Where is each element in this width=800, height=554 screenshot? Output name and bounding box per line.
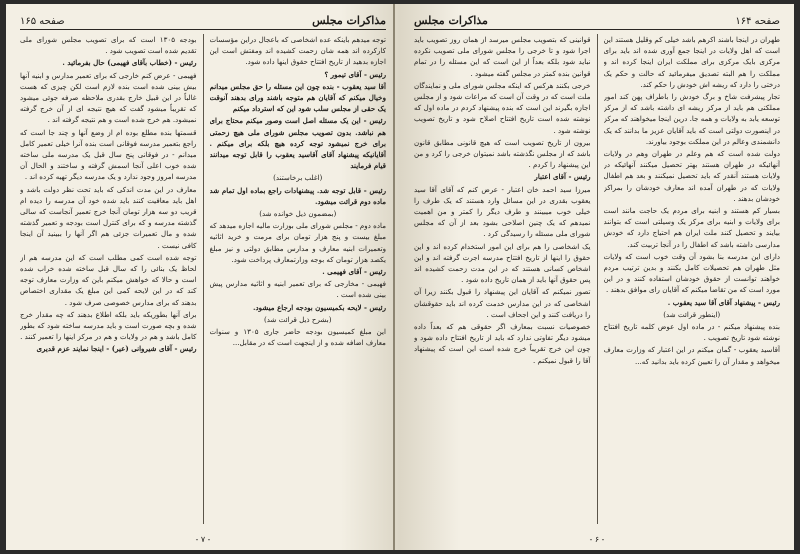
speaker-paragraph: آقا سید یعقوب - بنده چون این مسئله را حق مجلس میدانم وخیال میکنم که آقایان هم متوجه باشند ورای بدهند آنوقت یک حقی از مجلس سلب شود این که استرداد میکنم (209, 81, 386, 114)
speaker-paragraph: رئیس - لایحه بکمیسیون بودجه ارجاع میشود. (253, 302, 386, 312)
book-spread (6, 4, 794, 550)
paragraph: برای آنها بطوریکه باید بلکه اطلاع بدهند که چه مقدار خرج شده و بچه صورت است و باید مدرسه ساخته شود که بطور کامل باشد و هم در ولایات و هم در مرکز اینها را تعمیر کنند . (20, 309, 197, 342)
text-columns (20, 34, 386, 524)
paragraph: تجار پیشرفت شاخ و برگ خودش را باطراف پهن کند امور مملکتی هم باید از مرکز ریشه ای داشته باشد که از مرکز توسعه یابد به ولایات و همه جا. درین اینجا میخواهند که مرکز در اینصورت دولتی است که باید آقایان عزیز ما بدانند که یک دانشمندی وعالم در این مملکت بوجود بیاورند. (603, 92, 780, 146)
paragraph: بودجه ۱۳۰۵ است که برای تصویب مجلس شورای ملی تقدیم شده است تصویب شود . (20, 35, 197, 56)
page-number-label: صفحه ۱۶۴ (735, 16, 780, 27)
speaker-paragraph: رئیس - آقای تیمور ؟ (324, 69, 386, 79)
text-column-right (604, 34, 781, 524)
speaker-paragraph: رئیس - این یک مسئله اصل است وصور میکنم محتاج برای هم نباشد. بدون تصویب مجلس شورای ملی هیچ زحمتی برای خرج نمیشود توجه کرده هیچ بلکه برای میکنم . آقایانیکه پیشنهاد آقای آقاسید یعقوب را قابل توجه میدانند قیام فرمایند (209, 116, 386, 171)
page-footer-number: - ۶ - (589, 535, 605, 544)
paragraph: آقاسید یعقوب - گمان میکنم در این اعتبار که وزارت معارف میخواهد و مقدار آن را تعیین کرده باید بدانید که... (603, 345, 780, 366)
paragraph: بسیار کم هستند و ابنیه برای مردم یک حاجت مانند است برای ولایات و ابنیه برای مرکز یک وسیلتی است که بتوانند بیایند و تحصیل کنند ملت ایران هم احتیاج دارد که خودش مدارسی داشته باشد که اطفال را در آنجا تربیت کند. (603, 206, 780, 249)
speaker-paragraph: رئیس - (خطاب بآقای فهیمی) حال بفرمائید . (62, 58, 197, 68)
page-header (20, 14, 386, 30)
text-column-left (414, 34, 591, 524)
speaker-paragraph: رئیس - آقای فهیمی . (322, 267, 386, 277)
paragraph: معارف در این مدت اندکی که باید تحت نظر دولت باشد و اهل باید معافیت کنند باید شده خود آن مدرسه را دیده ام قریب دو سه هزار تومان آنجا خرج تعمیر آنجاست که سالی گذشته مدرسه و که برای کنترل است بودجه و تعمیر گذشته شده و مال تعمیرات جزئی هم اگر آنها را ببینید آن اینجا کافی نیست . (20, 184, 197, 250)
centered-note: (بشرح ذیل قرائت شد) (264, 314, 332, 324)
paragraph: تصور نمیکنم که آقایان این پیشنهاد را قبول بکنند زیرا آن اشخاصی که در این مدارس خدمت کرده اند باید حقوقشان را دریافت کنند و این اجحاف است . (414, 287, 591, 319)
paragraph: میرزا سید احمد خان اعتبار - عرض کنم که آقای آقا سید یعقوب بقدری در این مسائل وارد هستند که یک طرف را خیلی خوب میبینند و طرف دیگر را کمتر و من اهمیت نمیدهم که یک چنین اصلاحی بشود بعد از آن که مجلس شورای ملی مسئله را رسیدگی کرد . (414, 184, 591, 239)
speaker-paragraph: رئیس - پیشنهاد آقای آقا سید یعقوب . (667, 297, 780, 307)
paragraph: طهران در اینجا باشند اکرهم باشد خیلی کم وقلیل هستند این است که اهل ولایات در اینجا جمع آوری شده اند باید برای مرکزی بایک مرکزی برای مملکت ایران اینجا کرده اند و مملکت را هم البته تصدیق میفرمائید که حالت و حکم یک درختی را دارد که ریشه اش خودش را حکم کند. (603, 35, 780, 89)
centered-note: (بمضمون ذیل خوانده شد) (259, 209, 337, 219)
text-column-right (210, 34, 387, 524)
speaker-paragraph: رئیس - قابل توجه شد. پیشنهادات راجع بماده اول تمام شد ماده دوم قرائت میشود. (209, 185, 386, 206)
paragraph: یک اشخاصی را هم برای این امور استخدام کرده اند و این حقوق را اینها از تاریخ افتتاح مدرسه اجرت گرفته اند و این اشخاص کسانی هستند که در این مدت زحمت کشیده اند پس حقوق آنها باید از همان تاریخ داده شود . (414, 241, 591, 285)
speaker-paragraph: رئیس - آقای اعتبار (534, 172, 591, 182)
centered-note: (اینطور قرائت شد) (663, 309, 721, 319)
paragraph: توجه میدهم باینکه عده اشخاصی که باعجال دراین مؤسسات کارکرده اند همه شان زحمت کشیده اند ومفتش است این اجازه بدهید از تاریخ افتتاح حقوق اینها داده شود. (209, 35, 386, 67)
paragraph: بیرون از تاریخ تصویب است که هیچ قانونی مطابق قانون باشد که از مجلس نگذشته باشد نمیتوان خرجی را کرد و من این پیشنهاد را کردم . (414, 137, 591, 170)
paragraph: دولت شده است که هم وعلم در طهران وهم در ولایات آنهائیکه در طهران هستند بهتر تحصیل میکنند آنهائیکه در ولایات هستند آنقدر که باید تحصیل نمیکنند و بعد هم اطفال ولایات که در طهران آمده اند معارف خودشان را بمراکز خودشان بدهند . (603, 149, 780, 203)
paragraph: قسمتها بنده مطلع بوده ام از وضع آنها و چند جا است که راجع بتعمیر مدرسه فوقانی است بنده آنرا خیلی تعمیر کامل میدانم - در فوقانی پنج سال قبل یک مدرسه ملی ساخته شده خوب اعلی آنجا اسمش گرفته و ساختند و الحال آن مدرسه امروز وجود ندارد و یک مدرسه دیگر تهیه کرده اند . (20, 127, 197, 182)
paragraph: خصوصیات نسبت بمعارف اگر حقوقی هم که بعداً داده میشود دیگر تفاوتی ندارد که باید از تاریخ افتتاح داده شود و چون این خرج تقریباً خرج شده است این است که پیشنهاد آقا را قبول نمیکنم . (414, 322, 591, 365)
page-title: مذاکرات مجلس (312, 14, 386, 27)
paragraph: قوانینی که بتصویب مجلس میرسد از همان روز تصویب باید اجرا شود و تا خرجی را مجلس شورای ملی تصویب نکرده نباید شود بلکه بعداً از این است که این مسئله را در تمام قوانین بنده کمتر در مجلس گفته میشود . (414, 35, 591, 78)
paragraph: بنده پیشنهاد میکنم - در ماده اول عوض کلمه تاریخ افتتاح نوشته شود تاریخ تصویب . (603, 322, 780, 343)
text-column-left (20, 34, 197, 524)
paragraph: ماده دوم - مجلس شورای ملی بوزارت مالیه اجازه میدهد که مبلغ بیست و پنج هزار تومان برای مرمت و خرید اثاثیه وتعمیرات ابنیه معارف و مدارس مطابق دولتی و نیز مبلغ یکصد هزار تومان که بوجه وزارتمعارف پرداخت شود. (209, 221, 386, 264)
paragraph: توجه شده است کمی مطلب است که این مدرسه هم از لحاظ یک بنائی را که سال قبل ساخته شده خراب شده است و حالا که خواهش میکنم باین که وزارت معارف توجه کند که در این لایحه کمی این مبلغ یک مقداری اختصاص بدهند که برای مدارس خصوصی صرف شود . (20, 252, 197, 307)
paragraph: دارای این مدرسه بنا بشود آن وقت خوب است که ولایات مثل طهران هم تحصیلات کامل بکنند و بدین ترتیب مردم خواهند توانست از حقوق خودشان استفاده کنند و در این مورد است که من تقاضا میکنم که آقایان رای موافق بدهند . (603, 251, 780, 295)
paragraph: فهیمی - مخارجی که برای تعمیر ابنیه و اثاثیه مدارس پیش بینی شده است . (209, 279, 386, 300)
book-gutter (393, 4, 395, 550)
right-page (400, 4, 794, 550)
page-title: مذاکرات مجلس (414, 14, 488, 27)
page-header (414, 14, 780, 30)
page-number-label: صفحه ۱۶۵ (20, 16, 65, 27)
paragraph: خرجی بکنند هرکس که اینکه مجلس شورای ملی و نمایندگان ملت است که در وقت آن است که مراعات شود و از مجلس اجازه بگیرند این است که بنده پیشنهاد کردم در ماده اول که نوشته شده است تاریخ افتتاح اصلاح شود و تاریخ تصویب نوشته شود . (414, 80, 591, 135)
column-divider (597, 34, 598, 524)
centered-note: (اغلب برخاستند) (273, 173, 323, 183)
column-divider (203, 34, 204, 524)
page-footer-number: - ۷ - (195, 535, 211, 544)
paragraph: فهیمی - عرض کنم خارجی که برای تعمیر مدارس و ابنیه آنها بیش بینی شده است بنده لازم است لکن چیزی که هست غالباً در این قبیل خارج بقدری ملاحظه صرفه جوئی میشود که تقریباً میشود گفت که هیچ نتیجه ای از آن خرج گرفته نمیشود. هم خرج شده است و هم نتیجه گرفته اند . (20, 70, 197, 125)
left-page (6, 4, 400, 550)
speaker-paragraph: رئیس - آقای شیروانی (عیر) - اینجا نمایند عزم قدیری (36, 344, 197, 354)
paragraph: این مبلغ کمیسیون بودجه حاضر جاری ۱۳۰۵ و سنوات معارف اضافه شده و از اینجهت است که در مقابل... (209, 327, 386, 348)
text-columns (414, 34, 780, 524)
